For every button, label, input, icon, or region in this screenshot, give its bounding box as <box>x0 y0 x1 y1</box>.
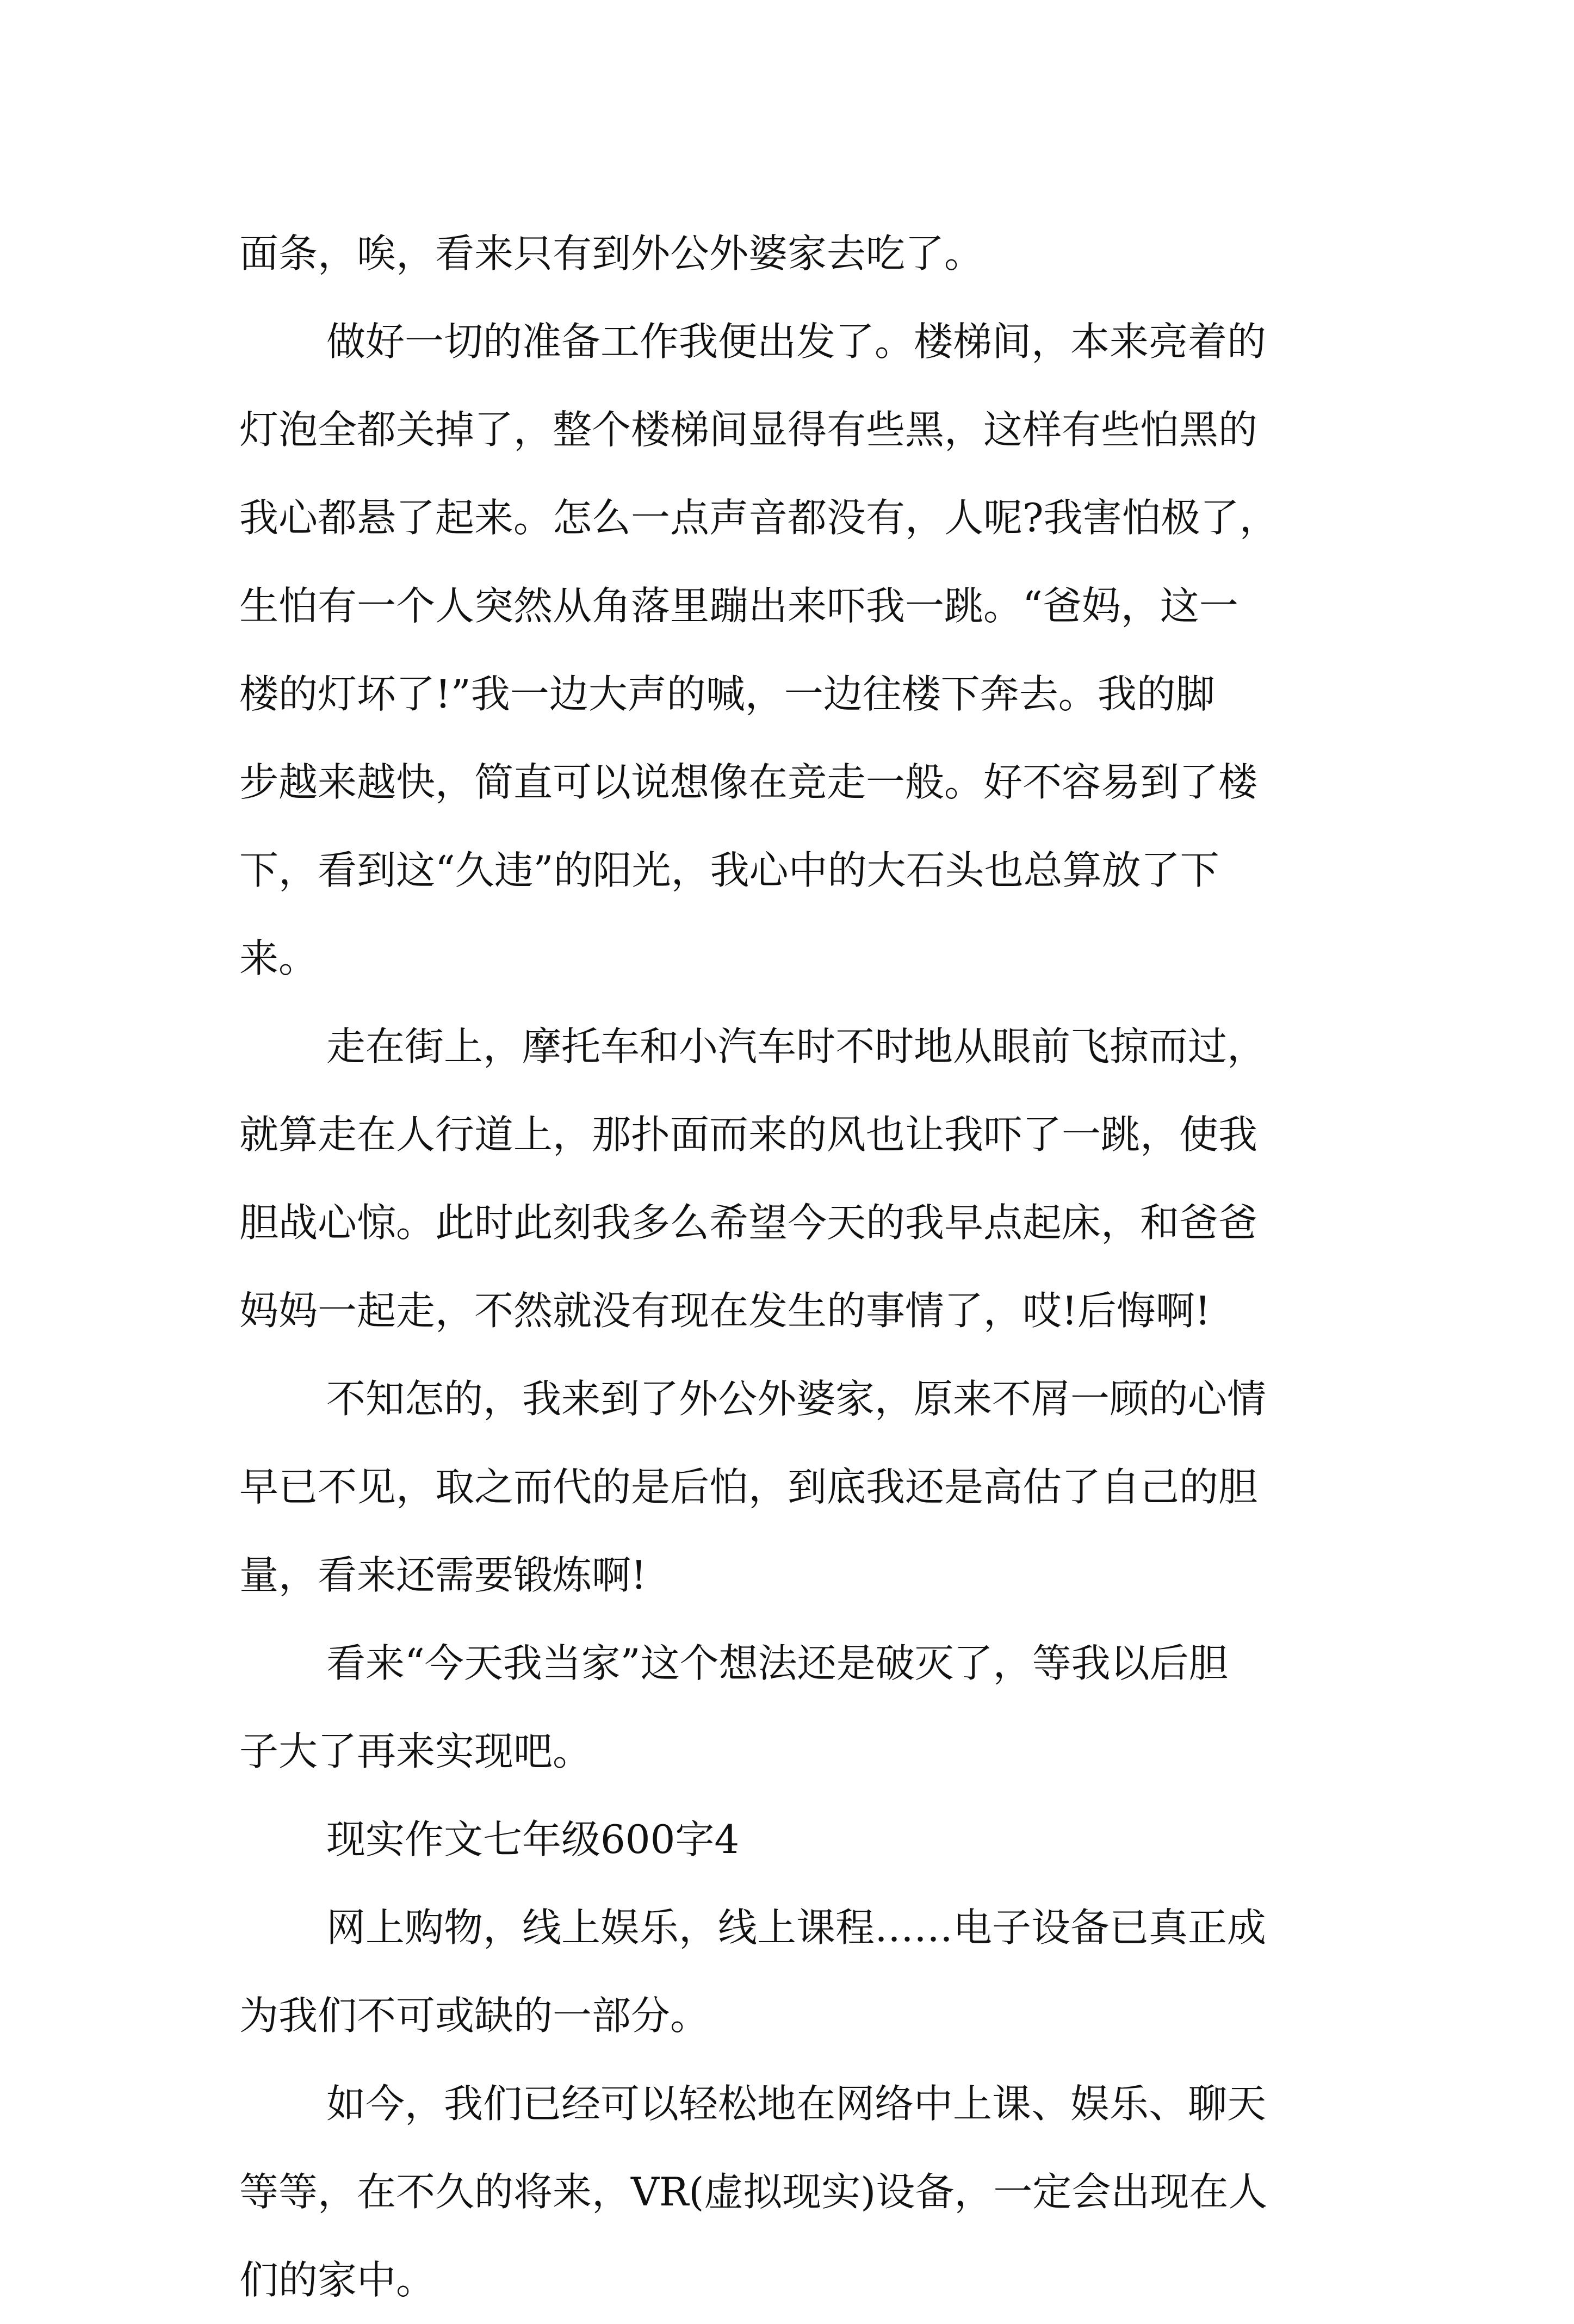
paragraph-line: 子大了再来实现吧。 <box>239 1728 592 1774</box>
paragraph-line: 网上购物，线上娱乐，线上课程……电子设备已真正成 <box>326 1905 1267 1950</box>
section-heading: 现实作文七年级600字4 <box>326 1817 740 1862</box>
paragraph-line: 面条，唉，看来只有到外公外婆家去吃了。 <box>239 231 984 276</box>
paragraph-line: 来。 <box>239 935 318 981</box>
paragraph-line: 等等，在不久的将来，VR(虚拟现实)设备，一定会出现在人 <box>239 2169 1268 2215</box>
article-body <box>239 209 1349 2324</box>
paragraph-line: 看来“今天我当家”这个想法还是破灭了，等我以后胆 <box>326 1640 1228 1686</box>
paragraph-line: 胆战心惊。此时此刻我多么希望今天的我早点起床，和爸爸 <box>239 1200 1258 1245</box>
paragraph-line: 就算走在人行道上，那扑面而来的风也让我吓了一跳，使我 <box>239 1112 1258 1157</box>
paragraph-line: 我心都悬了起来。怎么一点声音都没有，人呢?我害怕极了， <box>239 495 1279 541</box>
paragraph-line: 如今，我们已经可以轻松地在网络中上课、娱乐、聊天 <box>326 2081 1267 2127</box>
paragraph-line: 早已不见，取之而代的是后怕，到底我还是高估了自己的胆 <box>239 1464 1258 1510</box>
paragraph-line: 生怕有一个人突然从角落里蹦出来吓我一跳。“爸妈，这一 <box>239 583 1238 629</box>
paragraph-line: 量，看来还需要锻炼啊! <box>239 1552 647 1598</box>
paragraph-line: 走在街上，摩托车和小汽车时不时地从眼前飞掠而过， <box>326 1024 1267 1069</box>
paragraph-line: 楼的灯坏了!”我一边大声的喊，一边往楼下奔去。我的脚 <box>239 671 1215 717</box>
paragraph-line: 为我们不可或缺的一部分。 <box>239 1993 710 2038</box>
paragraph-line: 们的家中。 <box>239 2257 436 2303</box>
paragraph-line: 下，看到这“久违”的阳光，我心中的大石头也总算放了下 <box>239 847 1219 893</box>
paragraph-line: 灯泡全都关掉了，整个楼梯间显得有些黑，这样有些怕黑的 <box>239 407 1258 453</box>
paragraph-line: 做好一切的准备工作我便出发了。楼梯间，本来亮着的 <box>326 319 1267 364</box>
paragraph-line: 妈妈一起走，不然就没有现在发生的事情了，哎!后悔啊! <box>239 1288 1211 1334</box>
paragraph-line: 步越来越快，简直可以说想像在竞走一般。好不容易到了楼 <box>239 759 1258 805</box>
paragraph-line: 不知怎的，我来到了外公外婆家，原来不屑一顾的心情 <box>326 1376 1267 1422</box>
